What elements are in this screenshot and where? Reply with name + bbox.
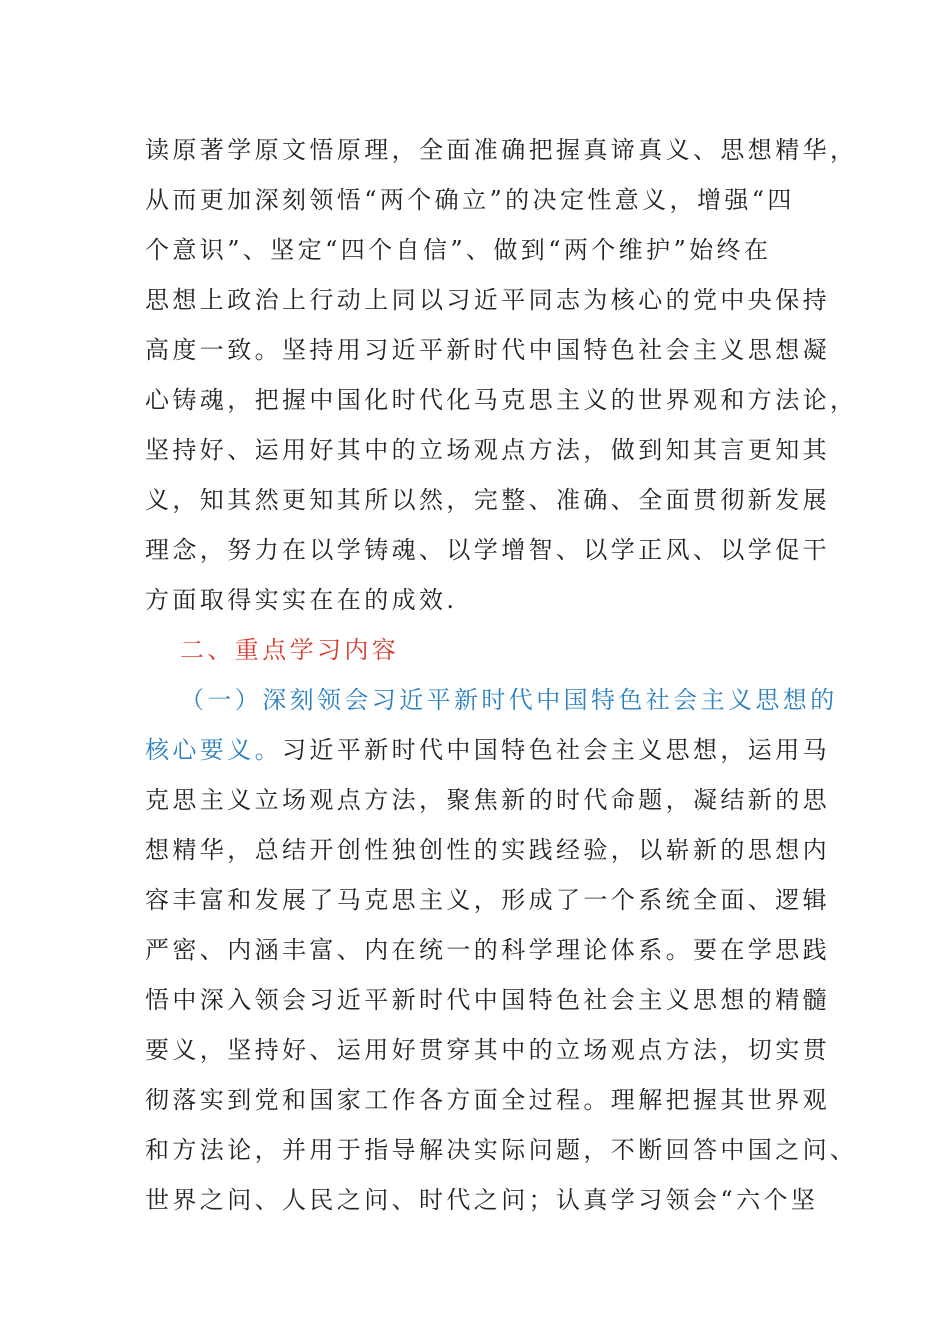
body-text-line: 要义，坚持好、运用好贯穿其中的立场观点方法，切实贯: [145, 1036, 830, 1064]
section-heading: 二、重点学习内容: [180, 636, 400, 664]
body-text-line: 高度一致。坚持用习近平新时代中国特色社会主义思想凝: [145, 336, 830, 364]
body-text-line: 世界之问、人民之问、时代之问；认真学习领会“六个坚: [145, 1186, 819, 1214]
body-text-line: 理念，努力在以学铸魂、以学增智、以学正风、以学促干: [145, 536, 830, 564]
body-text-line: 彻落实到党和国家工作各方面全过程。理解把握其世界观: [145, 1086, 830, 1114]
subsection-first-line-text: 习近平新时代中国特色社会主义思想，运用马: [282, 736, 830, 764]
body-text-line: 读原著学原文悟原理，全面准确把握真谛真义、思想精华，: [145, 136, 858, 164]
subsection-title-end: 核心要义。: [145, 736, 282, 764]
body-text-line: 悟中深入领会习近平新时代中国特色社会主义思想的精髓: [145, 986, 830, 1014]
body-text-line: 心铸魂，把握中国化时代化马克思主义的世界观和方法论，: [145, 386, 858, 414]
body-text-line: 容丰富和发展了马克思主义，形成了一个系统全面、逻辑: [145, 886, 830, 914]
body-text-line: 个意识”、坚定“四个自信”、做到“两个维护”始终在: [145, 236, 772, 264]
body-text-line: 克思主义立场观点方法，聚焦新的时代命题，凝结新的思: [145, 786, 830, 814]
subsection-title: （一）深刻领会习近平新时代中国特色社会主义思想的: [180, 686, 838, 714]
body-text-line: 方面取得实实在在的成效.: [145, 586, 458, 614]
body-text-line: 义，知其然更知其所以然，完整、准确、全面贯彻新发展: [145, 486, 830, 514]
body-text-line: 严密、内涵丰富、内在统一的科学理论体系。要在学思践: [145, 936, 830, 964]
subsection-first-line: [145, 725, 845, 775]
body-text-line: 和方法论，并用于指导解决实际问题，不断回答中国之问、: [145, 1136, 858, 1164]
body-text-line: 思想上政治上行动上同以习近平同志为核心的党中央保持: [145, 286, 830, 314]
body-text-line: 坚持好、运用好其中的立场观点方法，做到知其言更知其: [145, 436, 830, 464]
body-text-line: 想精华，总结开创性独创性的实践经验，以崭新的思想内: [145, 836, 830, 864]
body-text-line: 从而更加深刻领悟“两个确立”的决定性意义，增强“四: [145, 186, 795, 214]
